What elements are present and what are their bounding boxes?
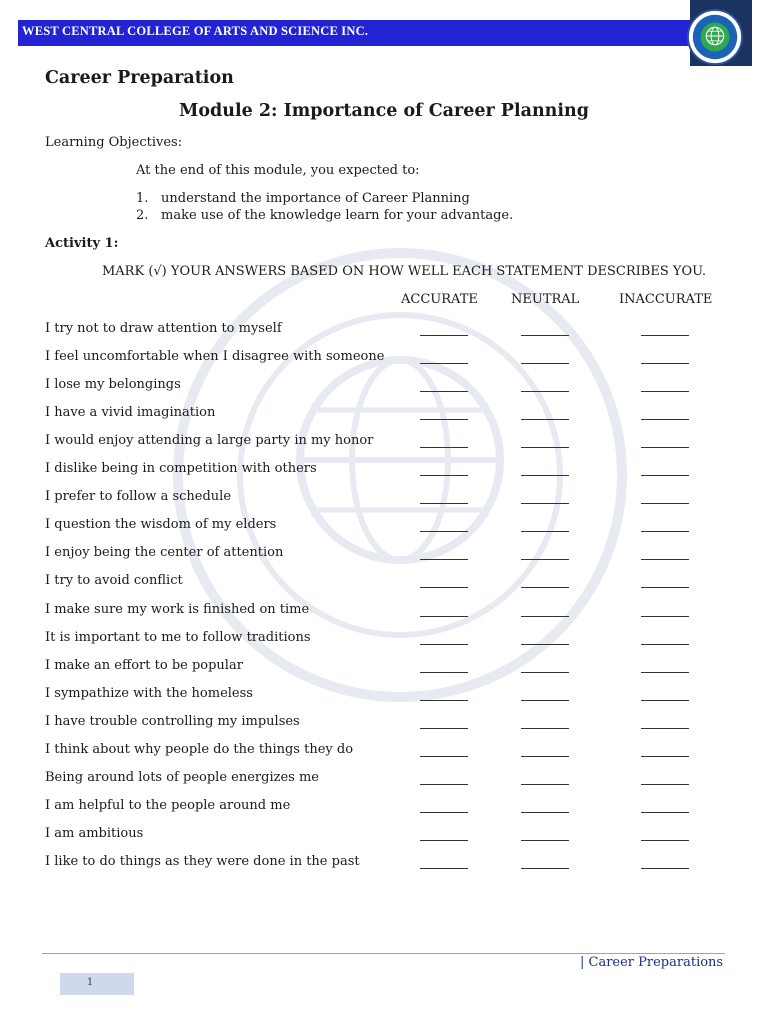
answer-blank-neutral[interactable] bbox=[521, 559, 569, 560]
answer-blank-inaccurate[interactable] bbox=[641, 447, 689, 448]
answer-blank-inaccurate[interactable] bbox=[641, 784, 689, 785]
answer-blank-neutral[interactable] bbox=[521, 728, 569, 729]
answer-blank-neutral[interactable] bbox=[521, 587, 569, 588]
answer-blank-accurate[interactable] bbox=[420, 475, 468, 476]
statement-text: I would enjoy attending a large party in my honor bbox=[45, 433, 374, 449]
answer-blank-neutral[interactable] bbox=[521, 391, 569, 392]
statement-text: I like to do things as they were done in the past bbox=[45, 853, 360, 869]
answer-blank-neutral[interactable] bbox=[521, 672, 569, 673]
answer-blank-inaccurate[interactable] bbox=[641, 812, 689, 813]
answer-blank-neutral[interactable] bbox=[521, 784, 569, 785]
answer-blank-neutral[interactable] bbox=[521, 363, 569, 364]
answer-blank-accurate[interactable] bbox=[420, 391, 468, 392]
answer-blank-accurate[interactable] bbox=[420, 756, 468, 757]
answer-blank-neutral[interactable] bbox=[521, 503, 569, 504]
statement-text: I lose my belongings bbox=[45, 377, 181, 393]
answer-blank-inaccurate[interactable] bbox=[641, 587, 689, 588]
objective-item bbox=[136, 191, 470, 206]
answer-blank-inaccurate[interactable] bbox=[641, 559, 689, 560]
objectives-intro: At the end of this module, you expected to: bbox=[136, 163, 420, 178]
answer-blank-accurate[interactable] bbox=[420, 812, 468, 813]
answer-blank-inaccurate[interactable] bbox=[641, 700, 689, 701]
statement-text: I enjoy being the center of attention bbox=[45, 545, 284, 561]
objective-text: make use of the knowledge learn for your advantage. bbox=[161, 208, 514, 223]
answer-blank-accurate[interactable] bbox=[420, 531, 468, 532]
answer-blank-inaccurate[interactable] bbox=[641, 868, 689, 869]
answer-blank-accurate[interactable] bbox=[420, 559, 468, 560]
statement-text: I have a vivid imagination bbox=[45, 405, 216, 421]
answer-blank-neutral[interactable] bbox=[521, 812, 569, 813]
column-header-inaccurate: INACCURATE bbox=[619, 292, 713, 307]
statement-text: I prefer to follow a schedule bbox=[45, 489, 232, 505]
answer-blank-accurate[interactable] bbox=[420, 447, 468, 448]
answer-blank-neutral[interactable] bbox=[521, 447, 569, 448]
answer-blank-accurate[interactable] bbox=[420, 644, 468, 645]
answer-blank-inaccurate[interactable] bbox=[641, 616, 689, 617]
answer-blank-inaccurate[interactable] bbox=[641, 363, 689, 364]
answer-blank-accurate[interactable] bbox=[420, 363, 468, 364]
institution-name: WEST CENTRAL COLLEGE OF ARTS AND SCIENCE INC. bbox=[22, 24, 369, 38]
column-header-neutral: NEUTRAL bbox=[511, 292, 580, 307]
answer-blank-inaccurate[interactable] bbox=[641, 672, 689, 673]
statement-text: I am ambitious bbox=[45, 825, 144, 841]
statement-text: I have trouble controlling my impulses bbox=[45, 713, 300, 729]
answer-blank-inaccurate[interactable] bbox=[641, 728, 689, 729]
module-title: Module 2: Importance of Career Planning bbox=[178, 101, 590, 121]
answer-blank-accurate[interactable] bbox=[420, 672, 468, 673]
learning-objectives-label: Learning Objectives: bbox=[45, 135, 183, 150]
statement-text: I feel uncomfortable when I disagree with someone bbox=[45, 349, 385, 365]
answer-blank-neutral[interactable] bbox=[521, 644, 569, 645]
answer-blank-neutral[interactable] bbox=[521, 419, 569, 420]
answer-blank-inaccurate[interactable] bbox=[641, 644, 689, 645]
answer-blank-neutral[interactable] bbox=[521, 840, 569, 841]
course-title: Career Preparation bbox=[45, 68, 234, 88]
answer-blank-inaccurate[interactable] bbox=[641, 840, 689, 841]
answer-blank-accurate[interactable] bbox=[420, 784, 468, 785]
activity-label: Activity 1: bbox=[45, 236, 119, 251]
answer-blank-neutral[interactable] bbox=[521, 475, 569, 476]
footer-divider bbox=[42, 953, 725, 954]
activity-instruction: MARK (√) YOUR ANSWERS BASED ON HOW WELL EACH STATEMENT DESCRIBES YOU. bbox=[101, 264, 707, 279]
answer-blank-accurate[interactable] bbox=[420, 587, 468, 588]
objective-number: 2. bbox=[136, 208, 149, 223]
column-header-accurate: ACCURATE bbox=[401, 292, 478, 307]
answer-blank-accurate[interactable] bbox=[420, 419, 468, 420]
answer-blank-accurate[interactable] bbox=[420, 728, 468, 729]
statement-text: I make an effort to be popular bbox=[45, 657, 243, 673]
answer-blank-inaccurate[interactable] bbox=[641, 475, 689, 476]
objective-text: understand the importance of Career Planning bbox=[161, 191, 470, 206]
answer-blank-accurate[interactable] bbox=[420, 616, 468, 617]
answer-blank-neutral[interactable] bbox=[521, 700, 569, 701]
statement-text: I think about why people do the things they do bbox=[45, 741, 354, 757]
statement-text: I sympathize with the homeless bbox=[45, 685, 253, 701]
answer-blank-neutral[interactable] bbox=[521, 868, 569, 869]
statement-text: I dislike being in competition with others bbox=[45, 461, 317, 477]
answer-blank-inaccurate[interactable] bbox=[641, 503, 689, 504]
answer-blank-neutral[interactable] bbox=[521, 756, 569, 757]
statement-text: I try to avoid conflict bbox=[45, 573, 183, 589]
answer-blank-neutral[interactable] bbox=[521, 335, 569, 336]
answer-blank-inaccurate[interactable] bbox=[641, 391, 689, 392]
answer-blank-neutral[interactable] bbox=[521, 531, 569, 532]
answer-blank-inaccurate[interactable] bbox=[641, 419, 689, 420]
statement-text: It is important to me to follow traditions bbox=[45, 629, 311, 645]
answer-blank-accurate[interactable] bbox=[420, 840, 468, 841]
answer-blank-accurate[interactable] bbox=[420, 700, 468, 701]
answer-blank-accurate[interactable] bbox=[420, 335, 468, 336]
answer-blank-accurate[interactable] bbox=[420, 868, 468, 869]
college-seal-logo bbox=[686, 8, 744, 66]
statement-text: I try not to draw attention to myself bbox=[45, 321, 282, 336]
objective-item bbox=[136, 208, 513, 223]
objective-number: 1. bbox=[136, 191, 149, 206]
statement-text: I question the wisdom of my elders bbox=[45, 517, 277, 533]
statement-text: I make sure my work is finished on time bbox=[45, 601, 310, 617]
answer-blank-neutral[interactable] bbox=[521, 616, 569, 617]
answer-blank-inaccurate[interactable] bbox=[641, 756, 689, 757]
statement-text: Being around lots of people energizes me bbox=[45, 769, 319, 785]
answer-blank-inaccurate[interactable] bbox=[641, 531, 689, 532]
footer-label: | Career Preparations bbox=[580, 955, 724, 970]
page-number: 1 bbox=[86, 977, 94, 988]
answer-blank-inaccurate[interactable] bbox=[641, 335, 689, 336]
statement-text: I am helpful to the people around me bbox=[45, 797, 291, 813]
answer-blank-accurate[interactable] bbox=[420, 503, 468, 504]
